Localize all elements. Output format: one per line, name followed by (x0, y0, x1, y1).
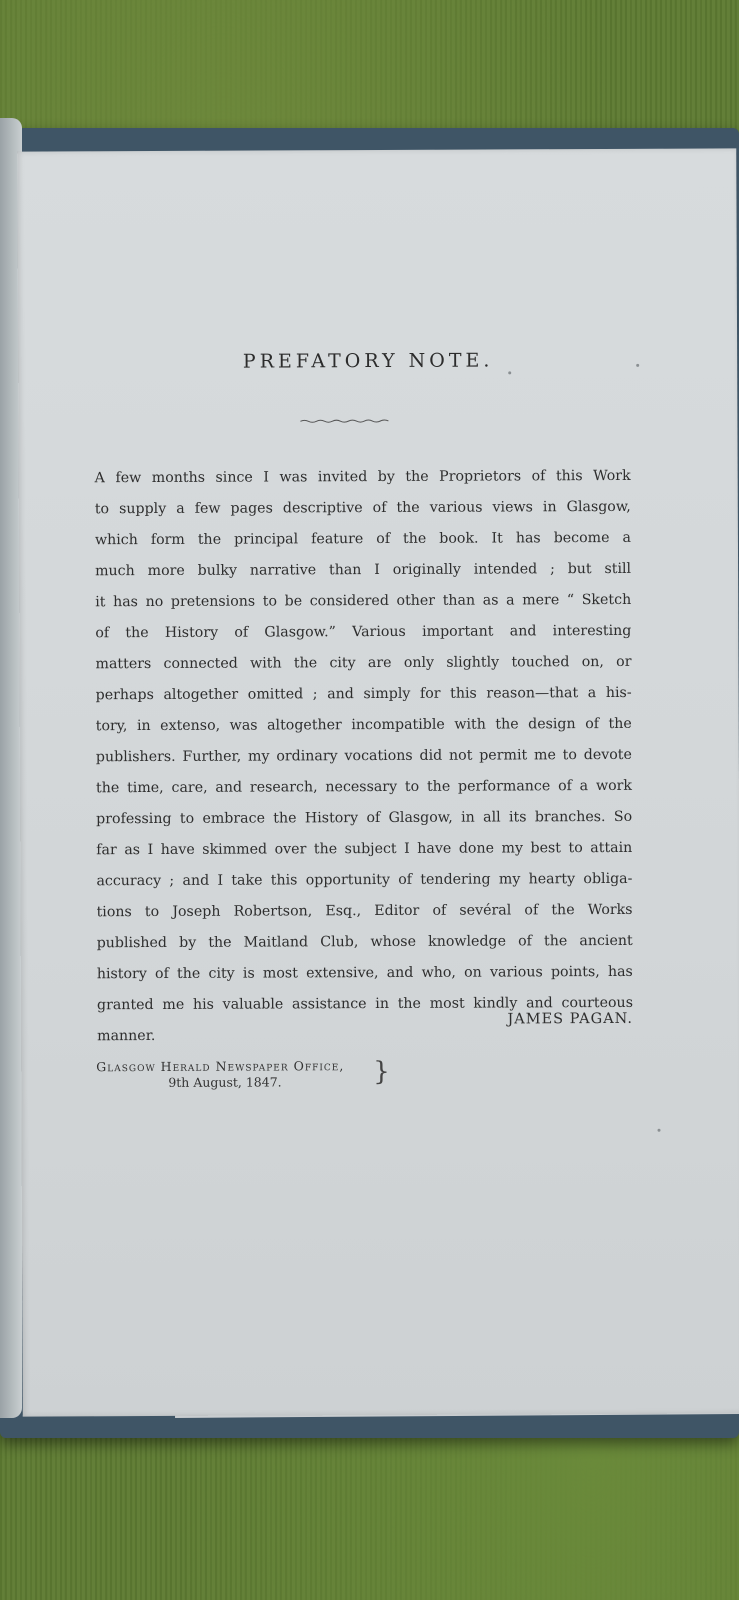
paper-speck (508, 371, 511, 374)
paragraph-line: A few months since I was invited by the Proprietors of this Work (94, 467, 631, 487)
paragraph-line: to supply a few pages descriptive of the various views in Glasgow, (94, 498, 631, 518)
page-title: PREFATORY NOTE. (242, 349, 494, 373)
paragraph-line: it has no pretensions to be considered other than as a mere “ Sketch (95, 591, 632, 611)
paragraph-line: granted me his valuable assistance in the most kindly and courteous (96, 994, 633, 1014)
paragraph-line: professing to embrace the History of Glasgow, in all its branches. So (96, 808, 633, 828)
paragraph-line: published by the Maitland Club, whose knowledge of the ancient (96, 932, 633, 952)
paragraph-line: publishers. Further, my ordinary vocations did not permit me to devote (95, 746, 632, 766)
decorative-rule (298, 418, 390, 424)
paragraph-line: of the History of Glasgow.” Various important and interesting (95, 622, 632, 642)
book-page (17, 148, 739, 1416)
prefatory-paragraph (95, 461, 634, 1052)
paragraph-line: tions to Joseph Robertson, Esq., Editor of sevéral of the Works (96, 901, 633, 921)
paragraph-line: far as I have skimmed over the subject I have done my best to attain (96, 839, 633, 859)
paragraph-line: history of the city is most extensive, and who, on various points, has (96, 963, 633, 983)
paragraph-line: perhaps altogether omitted ; and simply for this reason—that a his- (95, 684, 632, 704)
paragraph-line: manner. (97, 1027, 156, 1045)
dateline (96, 1058, 344, 1091)
paragraph-line: tory, in extenso, was altogether incompatible with the design of the (95, 715, 632, 735)
brace-mark: } (373, 1056, 390, 1088)
dateline-date: 9th August, 1847. (168, 1074, 282, 1090)
paper-speck (636, 364, 639, 367)
paragraph-line: matters connected with the city are only slightly touched on, or (95, 653, 632, 673)
paragraph-line: the time, care, and research, necessary to the performance of a work (95, 777, 633, 797)
paragraph-line: accuracy ; and I take this opportunity of tendering my hearty obliga- (96, 870, 633, 890)
dateline-place: Glasgow Herald Newspaper Office, (96, 1058, 345, 1075)
paper-speck (658, 1129, 661, 1132)
author-signature: JAMES PAGAN. (507, 1010, 634, 1028)
paragraph-line: which form the principal feature of the book. It has become a (94, 529, 631, 549)
paragraph-line: much more bulky narrative than I originally intended ; but still (95, 560, 632, 580)
